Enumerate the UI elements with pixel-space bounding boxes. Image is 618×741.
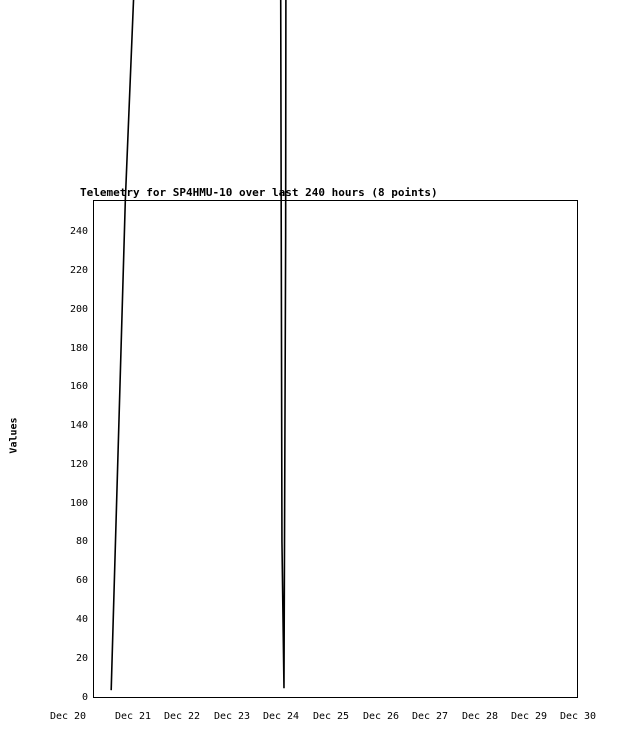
x-tick-label: Dec 21 bbox=[114, 711, 152, 722]
x-tick-label: Dec 23 bbox=[213, 711, 251, 722]
chart-title: Telemetry for SP4HMU-10 over last 240 hours (8 points) bbox=[80, 186, 438, 199]
y-tick-label: 240 bbox=[69, 226, 88, 237]
y-tick-label: 0 bbox=[81, 692, 88, 703]
x-tick-label: Dec 20 bbox=[49, 711, 87, 722]
x-tick-label: Dec 22 bbox=[163, 711, 201, 722]
y-tick-label: 100 bbox=[69, 498, 88, 509]
x-tick-label: Dec 28 bbox=[461, 711, 499, 722]
y-tick-label: 120 bbox=[69, 459, 88, 470]
y-tick-label: 220 bbox=[69, 265, 88, 276]
y-tick-label: 60 bbox=[75, 575, 88, 586]
y-tick-label: 200 bbox=[69, 304, 88, 315]
x-tick-label: Dec 27 bbox=[411, 711, 449, 722]
x-tick-label: Dec 30 bbox=[559, 711, 597, 722]
y-tick-label: 40 bbox=[75, 614, 88, 625]
y-tick-label: 140 bbox=[69, 420, 88, 431]
x-tick-label: Dec 29 bbox=[510, 711, 548, 722]
x-tick-label: Dec 24 bbox=[262, 711, 300, 722]
y-tick-label: 180 bbox=[69, 343, 88, 354]
y-tick-label: 80 bbox=[75, 536, 88, 547]
y-axis-label: Values bbox=[8, 417, 20, 454]
y-tick-label: 160 bbox=[69, 381, 88, 392]
x-tick-label: Dec 26 bbox=[362, 711, 400, 722]
y-tick-label: 20 bbox=[75, 653, 88, 664]
x-tick-label: Dec 25 bbox=[312, 711, 350, 722]
telemetry-line bbox=[111, 0, 286, 690]
